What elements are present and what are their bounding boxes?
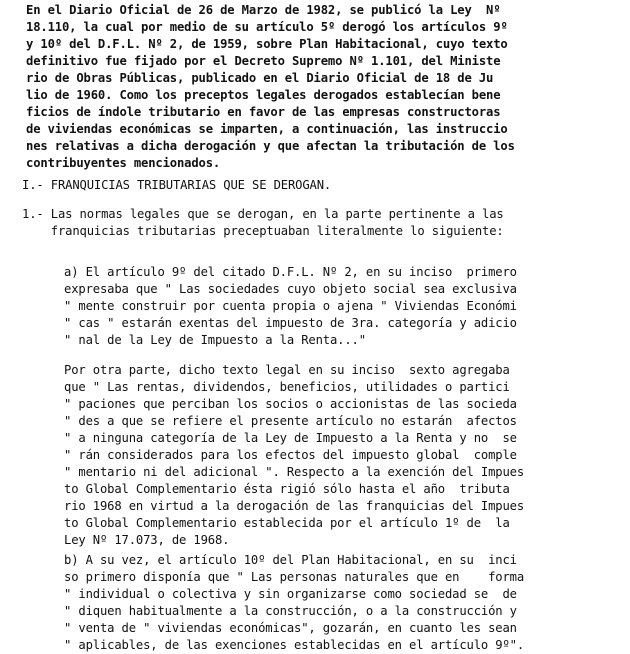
- paragraph-b-line: " rán considerados para los efectos del impuesto global comple: [64, 448, 517, 462]
- intro-line: contribuyentes mencionados.: [26, 156, 221, 170]
- paragraph-c-line: " individual o colectiva y sin organizarse como sociedad se de: [64, 587, 517, 601]
- paragraph-c-line: " venta de " viviendas económicas", gozarán, en cuanto les sean: [64, 621, 517, 635]
- point-1-line: franquicias tributarias preceptuaban literalmente lo siguiente:: [22, 224, 504, 238]
- intro-line: de viviendas económicas se imparten, a continuación, las instruccio: [26, 122, 508, 136]
- intro-line: ficios de índole tributario en favor de las empresas constructoras: [26, 105, 501, 119]
- paragraph-b-line: Ley Nº 17.073, de 1968.: [64, 533, 230, 547]
- paragraph-b-line: " des a que se refiere el presente artículo no estarán afectos: [64, 414, 517, 428]
- intro-line: nes relativas a dicha derogación y que afectan la tributación de los: [26, 139, 515, 153]
- paragraph-b-line: Por otra parte, dicho texto legal en su inciso sexto agregaba: [64, 363, 510, 377]
- intro-line: 18.110, la cual por medio de su artículo 5º derogó los artículos 9º: [26, 20, 508, 34]
- intro-line: definitivo fue fijado por el Decreto Supremo Nº 1.101, del Ministe: [26, 54, 501, 68]
- intro-paragraph: [26, 2, 515, 172]
- intro-line: y 10º del D.F.L. Nº 2, de 1959, sobre Plan Habitacional, cuyo texto: [26, 37, 508, 51]
- section-heading: [22, 177, 331, 194]
- paragraph-c-line: b) A su vez, el artículo 10º del Plan Habitacional, en su inci: [64, 553, 517, 567]
- paragraph-b-line: rio 1968 en virtud a la derogación de las franquicias del Impues: [64, 499, 524, 513]
- intro-line: lio de 1960. Como los preceptos legales derogados establecían bene: [26, 88, 501, 102]
- paragraph-b-line: " mentario ni del adicional ". Respecto a la exención del Impues: [64, 465, 524, 479]
- paragraph-b: [64, 362, 524, 549]
- paragraph-a-line: " nal de la Ley de Impuesto a la Renta...": [64, 333, 366, 347]
- point-1-paragraph: [22, 206, 504, 240]
- paragraph-c-line: so primero disponía que " Las personas naturales que en forma: [64, 570, 524, 584]
- intro-line: En el Diario Oficial de 26 de Marzo de 1982, se publicó la Ley Nº: [26, 3, 501, 17]
- paragraph-a-line: " cas " estarán exentas del impuesto de 3ra. categoría y adicio: [64, 316, 517, 330]
- paragraph-a-line: expresaba que " Las sociedades cuyo objeto social sea exclusiva: [64, 282, 517, 296]
- paragraph-b-line: " a ninguna categoría de la Ley de Impuesto a la Renta y no se: [64, 431, 517, 445]
- paragraph-b-line: to Global Complementario ésta rigió sólo hasta el año tributa: [64, 482, 510, 496]
- paragraph-a-line: a) El artículo 9º del citado D.F.L. Nº 2, en su inciso primero: [64, 265, 517, 279]
- intro-line: rio de Obras Públicas, publicado en el Diario Oficial de 18 de Ju: [26, 71, 494, 85]
- paragraph-c-line: " diquen habitualmente a la construcción, o a la construcción y: [64, 604, 517, 618]
- paragraph-a-line: " mente construir por cuenta propia o ajena " Viviendas Económi: [64, 299, 517, 313]
- paragraph-b-line: que " Las rentas, dividendos, beneficios, utilidades o partici: [64, 380, 510, 394]
- paragraph-c: [64, 552, 524, 654]
- section-heading-text: I.- FRANQUICIAS TRIBUTARIAS QUE SE DEROGAN.: [22, 178, 332, 192]
- paragraph-b-line: to Global Complementario establecida por el artículo 1º de la: [64, 516, 510, 530]
- point-1-line: 1.- Las normas legales que se derogan, en la parte pertinente a las: [22, 207, 504, 221]
- paragraph-c-line: " aplicables, de las exenciones establecidas en el artículo 9º".: [64, 638, 524, 652]
- paragraph-b-line: " paciones que perciban los socios o accionistas de las socieda: [64, 397, 517, 411]
- paragraph-a: [64, 264, 517, 349]
